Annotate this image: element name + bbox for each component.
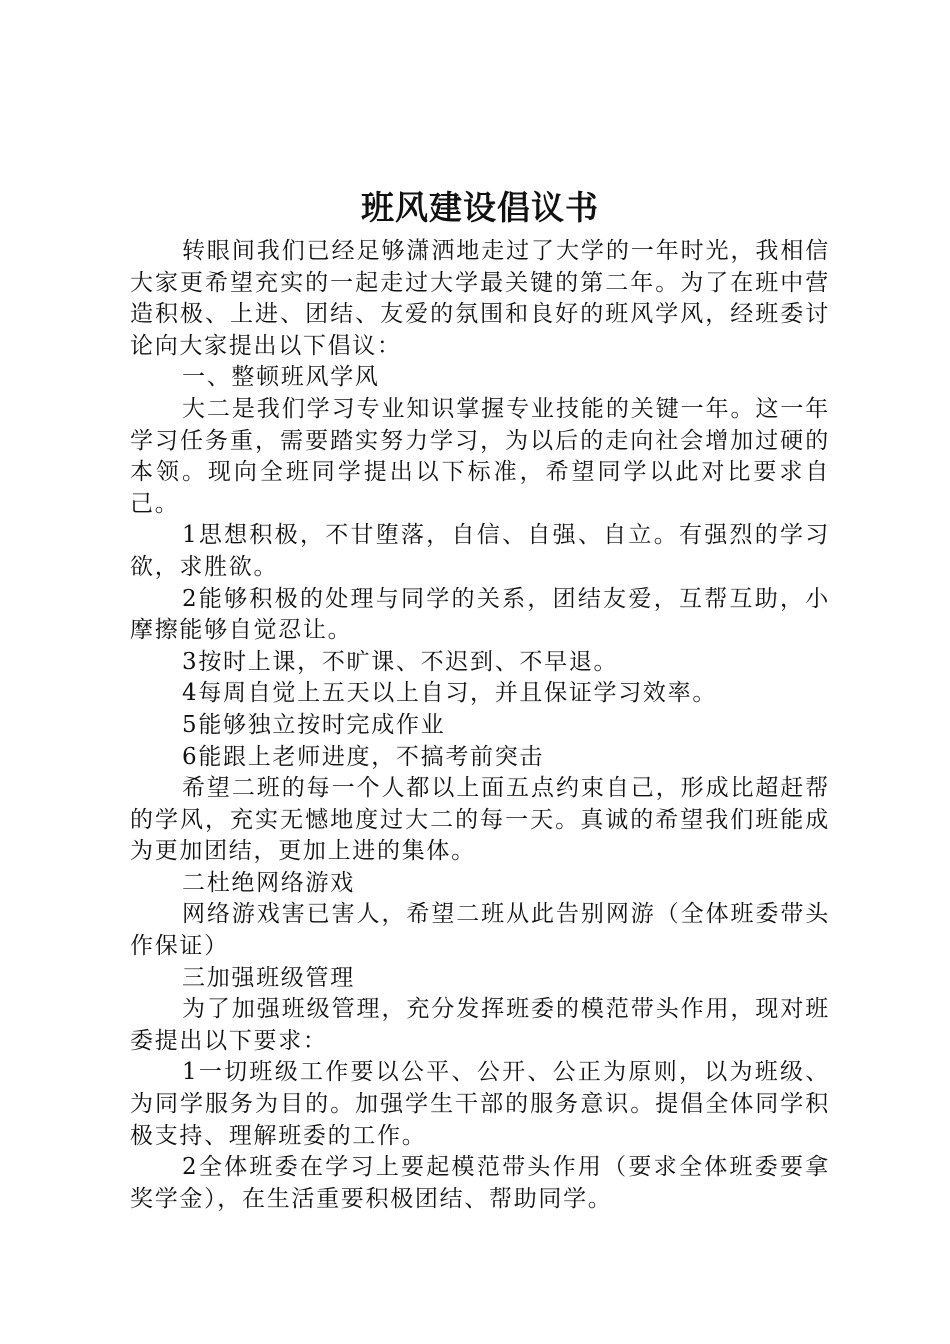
paragraph-summary: 希望二班的每一个人都以上面五点约束自己，形成比超赶帮的学风，充实无憾地度过大二的每一天。真诚的希望我们班能成为更加团结，更加上进的集体。 bbox=[130, 775, 830, 865]
paragraph-section-2: 网络游戏害已害人，希望二班从此告别网游（全体班委带头作保证） bbox=[130, 901, 830, 960]
list-item: 2能够积极的处理与同学的关系，团结友爱，互帮互助，小摩擦能够自觉忍让。 bbox=[130, 585, 830, 644]
list-item: 6能跟上老师进度，不搞考前突击 bbox=[182, 743, 545, 770]
paragraph-intro: 转眼间我们已经足够潇洒地走过了大学的一年时光，我相信大家更希望充实的一起走过大学最关键的第二年。为了在班中营造积极、上进、团结、友爱的氛围和良好的班风学风，经班委讨论向大家提出以下倡议： bbox=[130, 238, 830, 359]
list-item: 1一切班级工作要以公平、公开、公正为原则，以为班级、为同学服务为目的。加强学生干部的服务意识。提倡全体同学积极支持、理解班委的工作。 bbox=[130, 1059, 830, 1149]
document-title: 班风建设倡议书 bbox=[361, 188, 599, 227]
section-heading-3: 三加强班级管理 bbox=[182, 964, 355, 991]
paragraph-section-3: 为了加强班级管理，充分发挥班委的模范带头作用，现对班委提出以下要求： bbox=[130, 996, 830, 1054]
list-item: 5能够独立按时完成作业 bbox=[182, 711, 446, 738]
section-heading-1: 一、整顿班风学风 bbox=[182, 364, 380, 391]
list-item: 4每周自觉上五天以上自习，并且保证学习效率。 bbox=[182, 680, 718, 707]
list-item: 1思想积极，不甘堕落，自信、自强、自立。有强烈的学习欲，求胜欲。 bbox=[130, 522, 830, 580]
paragraph-section-1: 大二是我们学习专业知识掌握专业技能的关键一年。这一年学习任务重，需要踏实努力学习，为以后的走向社会增加过硬的本领。现向全班同学提出以下标准，希望同学以此对比要求自己。 bbox=[130, 395, 830, 517]
list-item: 2全体班委在学习上要起模范带头作用（要求全体班委要拿奖学金），在生活重要积极团结、帮助同学。 bbox=[130, 1154, 830, 1212]
section-heading-2: 二杜绝网络游戏 bbox=[182, 869, 355, 896]
document-body bbox=[130, 236, 830, 1215]
list-item: 3按时上课，不旷课、不迟到、不早退。 bbox=[182, 648, 619, 675]
